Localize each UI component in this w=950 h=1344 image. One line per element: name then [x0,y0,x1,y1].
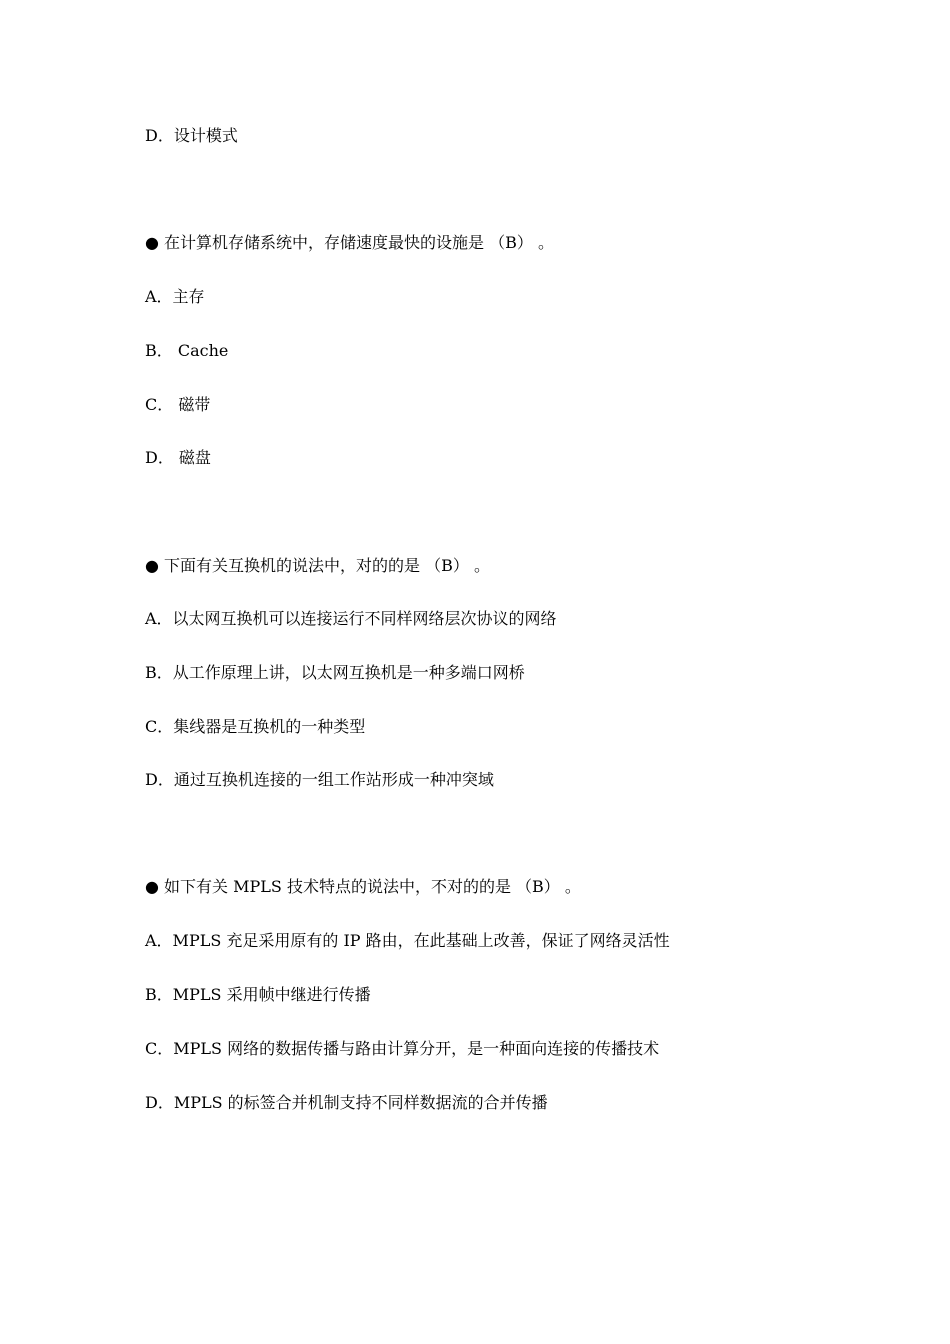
question-1-option-b: B． Cache [145,341,229,360]
question-2-option-a: A．以太网互换机可以连接运行不同样网络层次协议的网络 [145,609,557,628]
question-2-option-c: C．集线器是互换机的一种类型 [145,717,366,736]
question-1-option-a: A．主存 [145,287,205,306]
question-3-option-b: B．MPLS 采用帧中继进行传播 [145,985,371,1004]
question-2-option-d: D．通过互换机连接的一组工作站形成一种冲突域 [145,770,494,789]
question-1-stem: ● 在计算机存储系统中，存储速度最快的设施是 （B） 。 [145,233,554,252]
question-1-option-d: D． 磁盘 [145,448,211,467]
question-2-stem: ● 下面有关互换机的说法中，对的的是 （B） 。 [145,556,490,575]
question-2-option-b: B．从工作原理上讲，以太网互换机是一种多端口网桥 [145,663,525,682]
question-3-stem: ● 如下有关 MPLS 技术特点的说法中，不对的的是 （B） 。 [145,877,581,896]
question-3-option-d: D．MPLS 的标签合并机制支持不同样数据流的合并传播 [145,1093,548,1112]
prev-question-option-d: D．设计模式 [145,126,238,145]
question-3-option-a: A．MPLS 充足采用原有的 IP 路由，在此基础上改善，保证了网络灵活性 [145,931,670,950]
question-3-option-c: C．MPLS 网络的数据传播与路由计算分开，是一种面向连接的传播技术 [145,1039,660,1058]
question-1-option-c: C． 磁带 [145,395,211,414]
